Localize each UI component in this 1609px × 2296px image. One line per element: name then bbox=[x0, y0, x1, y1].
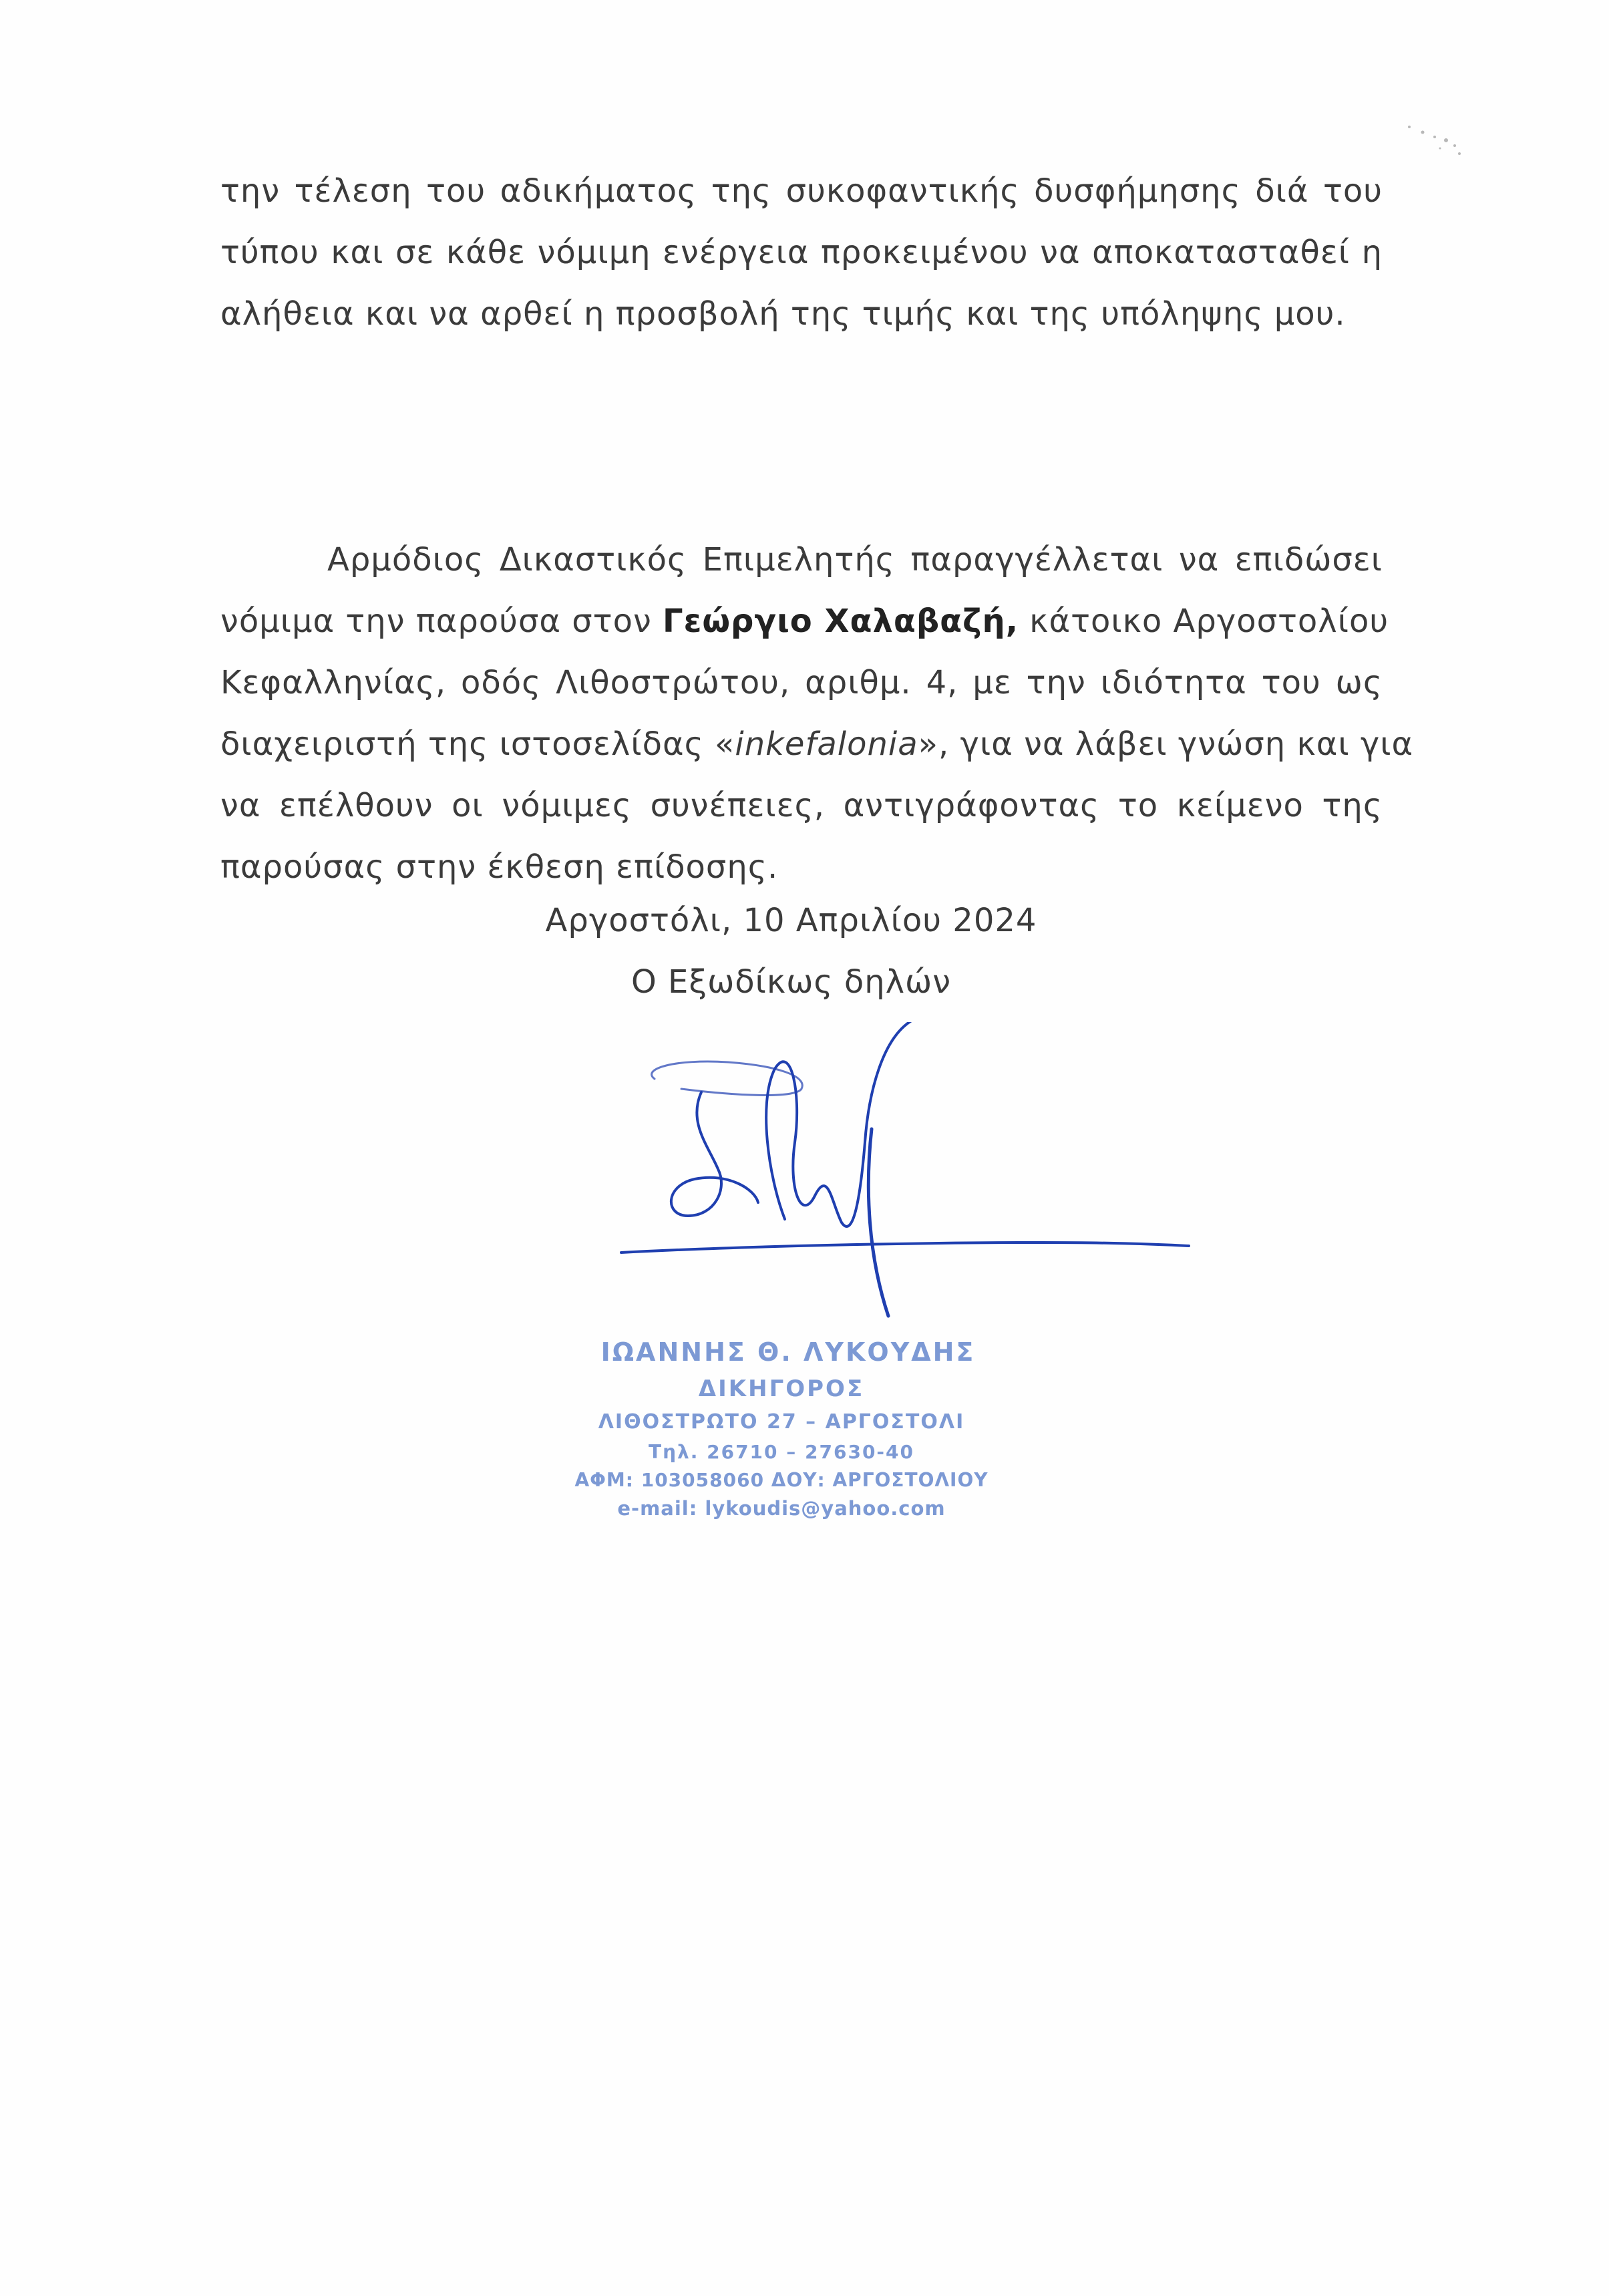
stamp-title: ΔΙΚΗΓΟΡΟΣ bbox=[698, 1375, 865, 1402]
stamp-phone: Τηλ. 26710 – 27630-40 bbox=[648, 1441, 915, 1463]
stamp-name: ΙΩΑΝΝΗΣ Θ. ΛΥΚΟΥΔΗΣ bbox=[600, 1337, 976, 1367]
text-line: Κεφαλληνίας, οδός Λιθοστρώτου, αριθμ. 4, με την ιδιότητα του ως bbox=[220, 664, 1383, 701]
place-date: Αργοστόλι, 10 Απριλίου 2024 bbox=[545, 902, 1037, 939]
declarant-label: Ο Εξωδίκως δηλών bbox=[631, 963, 952, 1001]
website-name: inkefalonia bbox=[735, 725, 918, 763]
text-line bbox=[220, 591, 1389, 652]
text-line bbox=[220, 713, 1414, 775]
stamp-tax-id: ΑΦΜ: 103058060 ΔΟΥ: ΑΡΓΟΣΤΟΛΙΟΥ bbox=[574, 1469, 989, 1491]
lawyer-stamp bbox=[548, 1333, 1015, 1522]
text-segment: διαχειριστή της ιστοσελίδας « bbox=[220, 725, 735, 763]
paragraph-claim-end bbox=[220, 160, 1383, 345]
paragraph-service-order bbox=[220, 529, 1414, 898]
scan-speckles bbox=[1396, 114, 1476, 174]
text-segment: », για να λάβει γνώση και για bbox=[918, 725, 1414, 763]
text-segment: κάτοικο Αργοστολίου bbox=[1018, 603, 1389, 640]
recipient-name: Γεώργιο Χαλαβαζή, bbox=[663, 603, 1019, 640]
text-line: παρούσας στην έκθεση επίδοσης. bbox=[220, 848, 779, 886]
text-segment: νόμιμα την παρούσα στον bbox=[220, 603, 663, 640]
text-line: αλήθεια και να αρθεί η προσβολή της τιμής και της υπόληψης μου. bbox=[220, 295, 1346, 333]
stamp-address: ΛΙΘΟΣΤΡΩΤΟ 27 – ΑΡΓΟΣΤΟΛΙ bbox=[598, 1410, 965, 1434]
stamp-email: e-mail: lykoudis@yahoo.com bbox=[617, 1497, 946, 1520]
handwritten-signature bbox=[601, 1022, 1202, 1329]
text-line: Αρμόδιος Δικαστικός Επιμελητής παραγγέλλεται να επιδώσει bbox=[327, 541, 1383, 579]
text-line: να επέλθουν οι νόμιμες συνέπειες, αντιγράφοντας το κείμενο της bbox=[220, 787, 1383, 824]
text-line: την τέλεση του αδικήματος της συκοφαντικής δυσφήμησης διά του bbox=[220, 172, 1383, 210]
text-line: τύπου και σε κάθε νόμιμη ενέργεια προκειμένου να αποκατασταθεί η bbox=[220, 234, 1383, 271]
